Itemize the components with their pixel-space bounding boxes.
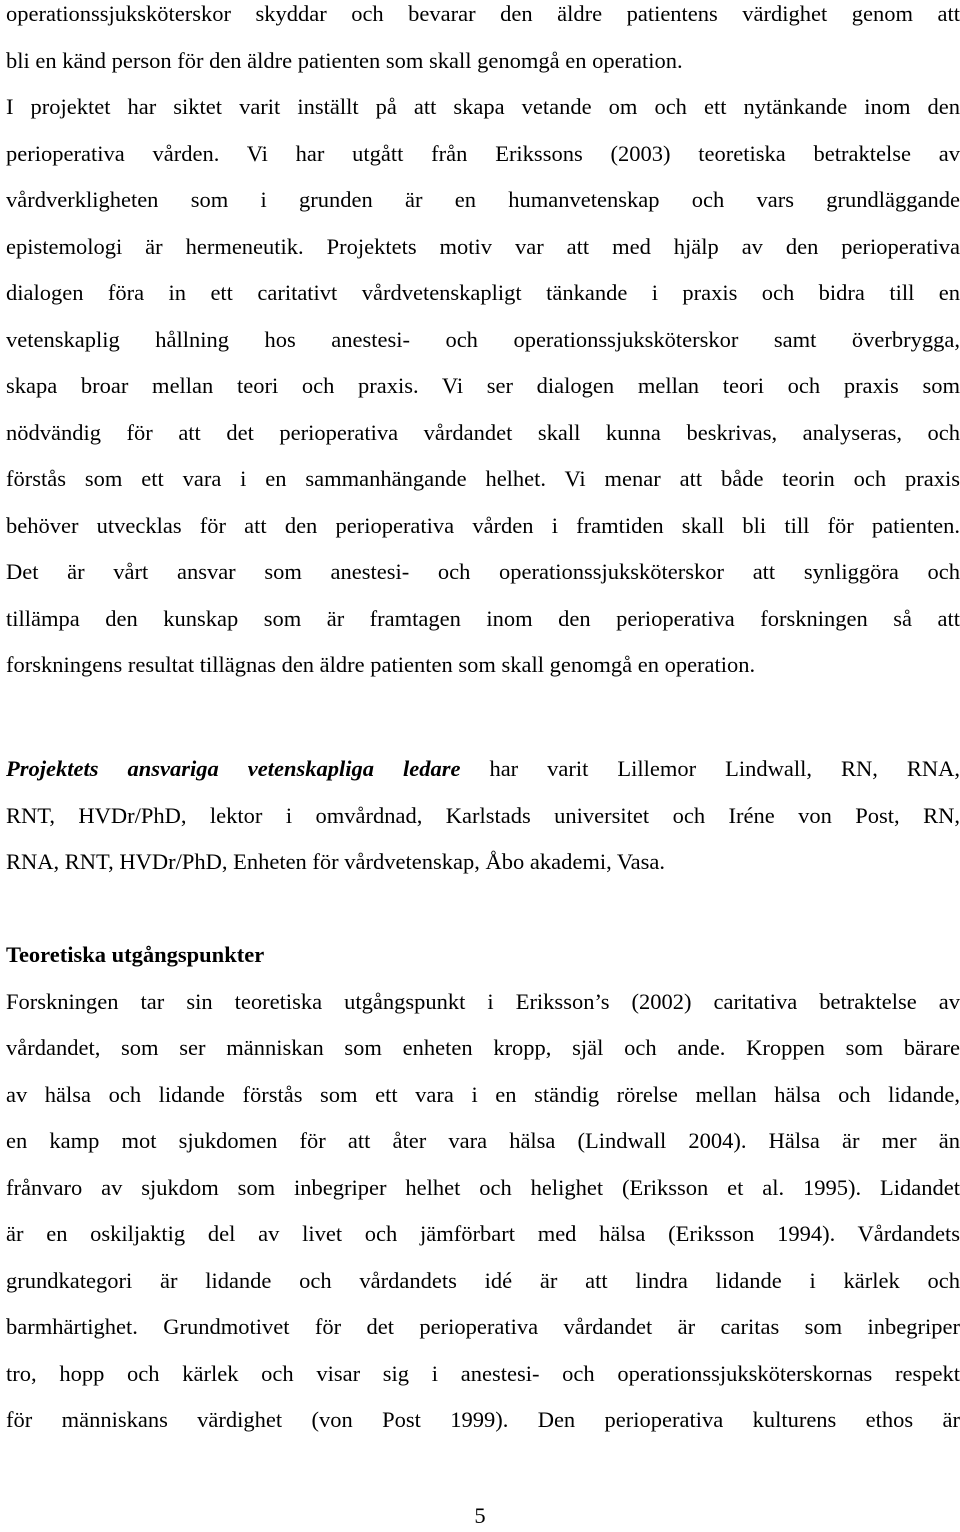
text-line: RNA, RNT, HVDr/PhD, Enheten för vårdvetenskap, Åbo akademi, Vasa. [6, 849, 666, 874]
page-number: 5 [474, 1503, 486, 1528]
text-line: perioperativa vården. Vi har utgått från Erikssons (2003) teoretiska betraktelse av [6, 140, 960, 166]
text-line: vårdandet, som ser människan som enheten kropp, själ och ande. Kroppen som bärare [6, 1035, 960, 1060]
text-line: vårdverkligheten som i grunden är en humanvetenskap och vars grundläggande [6, 187, 960, 212]
text-line: behöver utvecklas för att den perioperativa vården i framtiden skall bli till för patienten. [6, 512, 960, 538]
section-theory [6, 932, 960, 1444]
paragraph-leaders [6, 746, 960, 886]
text-line: operationssjuksköterskor skyddar och bevarar den äldre patientens värdighet genom att [6, 1, 960, 26]
text-line: Det är vårt ansvar som anestesi- och operationssjuksköterskor att synliggöra och [6, 559, 960, 584]
text-line: dialogen föra in ett caritativt vårdvetenskapligt tänkande i praxis och bidra till en [6, 280, 960, 305]
text-line: I projektet har siktet varit inställt på att skapa vetande om och ett nytänkande inom den [6, 94, 960, 119]
text-line: barmhärtighet. Grundmotivet för det perioperativa vårdandet är caritas som inbegriper [6, 1314, 960, 1339]
paragraph-project [6, 84, 960, 689]
text-line: vetenskaplig hållning hos anestesi- och operationssjuksköterskor samt överbrygga, [6, 326, 960, 352]
text-line: skapa broar mellan teori och praxis. Vi ser dialogen mellan teori och praxis som [6, 373, 960, 398]
leaders-emphasis: Projektets ansvariga vetenskapliga ledare [6, 756, 461, 781]
leaders-line1-rest: har varit Lillemor Lindwall, RN, RNA, [460, 756, 960, 781]
text-line: Forskningen tar sin teoretiska utgångspunkt i Eriksson’s (2002) caritativa betraktelse av [6, 988, 960, 1014]
text-line [6, 746, 960, 793]
text-line: en kamp mot sjukdomen för att åter vara hälsa (Lindwall 2004). Hälsa är mer än [6, 1128, 960, 1153]
section-heading: Teoretiska utgångspunkter [6, 942, 265, 967]
text-line: tillämpa den kunskap som är framtagen inom den perioperativa forskningen så att [6, 605, 960, 631]
paragraph-continuation [6, 0, 960, 84]
text-line: epistemologi är hermeneutik. Projektets motiv var att med hjälp av den perioperativa [6, 233, 960, 259]
text-line: forskningens resultat tillägnas den äldre patienten som skall genomgå en operation. [6, 652, 756, 677]
text-line: tro, hopp och kärlek och visar sig i anestesi- och operationssjuksköterskornas respekt [6, 1360, 960, 1386]
text-line: bli en känd person för den äldre patienten som skall genomgå en operation. [6, 47, 683, 73]
text-line: RNT, HVDr/PhD, lektor i omvårdnad, Karlstads universitet och Iréne von Post, RN, [6, 802, 960, 828]
text-line: frånvaro av sjukdom som inbegriper helhet och helighet (Eriksson et al. 1995). Lidandet [6, 1174, 960, 1200]
text-line: för människans värdighet (von Post 1999). Den perioperativa kulturens ethos är [6, 1407, 960, 1432]
text-line: nödvändig för att det perioperativa vårdandet skall kunna beskrivas, analyseras, och [6, 419, 960, 445]
text-line: förstås som ett vara i en sammanhängande helhet. Vi menar att både teorin och praxis [6, 466, 960, 491]
text-line: är en oskiljaktig del av livet och jämförbart med hälsa (Eriksson 1994). Vårdandets [6, 1221, 960, 1246]
text-line: av hälsa och lidande förstås som ett vara i en ständig rörelse mellan hälsa och lidande, [6, 1081, 960, 1107]
text-line: grundkategori är lidande och vårdandets idé är att lindra lidande i kärlek och [6, 1267, 960, 1293]
